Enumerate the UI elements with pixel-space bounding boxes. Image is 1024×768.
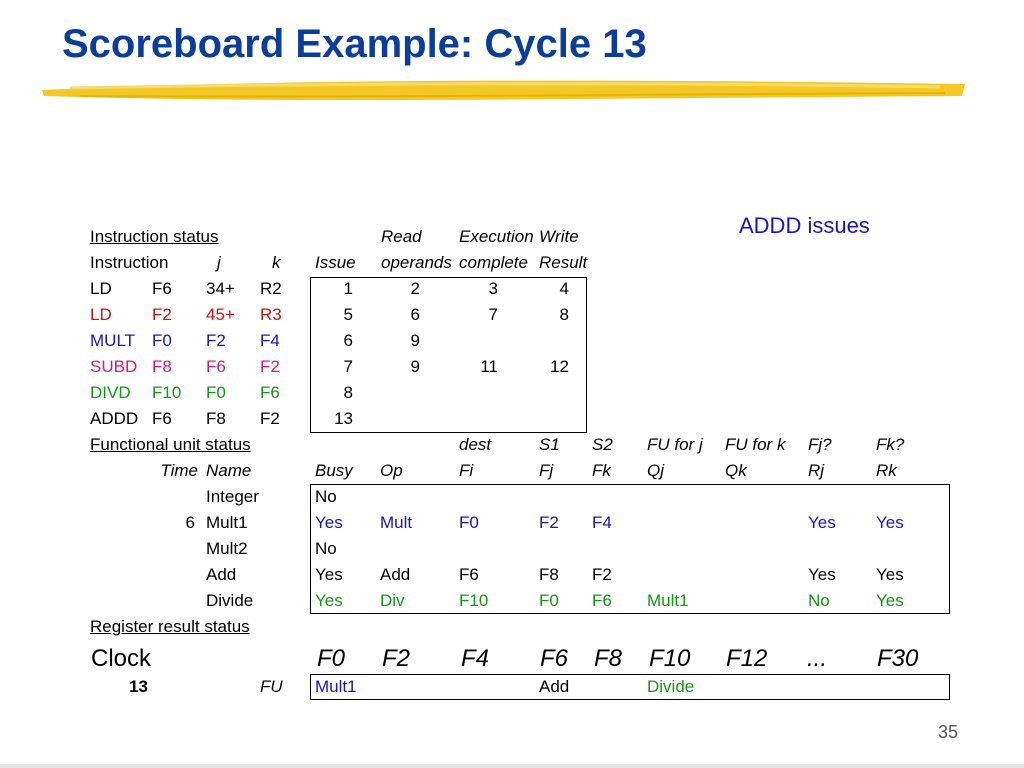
register-result-status-label: Register result status	[90, 617, 250, 636]
fu-fj: F2	[539, 513, 559, 532]
instr-k: R3	[260, 305, 282, 324]
register-header: F30	[877, 645, 919, 672]
register-fu-value: Add	[539, 677, 570, 696]
register-header: F8	[594, 645, 623, 672]
instr-j: F8	[206, 409, 226, 428]
fu-busy: Yes	[315, 565, 343, 584]
register-result-box	[310, 674, 950, 700]
header-result: Result	[539, 253, 588, 272]
fu-fk: F6	[592, 591, 612, 610]
instr-exec: 11	[480, 357, 498, 376]
instr-k: R2	[260, 279, 282, 298]
fu-fk: F4	[592, 513, 612, 532]
fu-header-fuk: FU for k	[725, 435, 786, 454]
fu-header-qk: Qk	[725, 461, 747, 480]
register-fu-value: Mult1	[315, 677, 357, 696]
header-k: k	[272, 253, 281, 272]
instruction-status-box	[310, 277, 587, 433]
register-header: F2	[382, 645, 411, 672]
fu-fi: F0	[459, 513, 479, 532]
annotation-note: ADDD issues	[739, 213, 870, 238]
header-instruction: Instruction	[90, 253, 169, 272]
instr-exec: 7	[488, 305, 498, 324]
fu-fj: F0	[539, 591, 559, 610]
fu-header-dest: dest	[459, 435, 492, 454]
fu-name: Divide	[206, 591, 254, 610]
instr-op: ADDD	[90, 409, 139, 428]
register-header: F10	[649, 645, 691, 672]
fu-name: Mult1	[206, 513, 248, 532]
instr-write: 4	[559, 279, 569, 298]
instr-issue: 6	[343, 331, 353, 350]
register-header: F12	[726, 645, 768, 672]
fu-name: Mult2	[206, 539, 248, 558]
title-underline-swash	[40, 74, 970, 108]
footer-rule	[0, 764, 1024, 768]
instr-dest: F2	[152, 305, 172, 324]
fu-fk: F2	[592, 565, 612, 584]
fu-busy: No	[315, 487, 337, 506]
functional-unit-status-label: Functional unit status	[90, 435, 251, 454]
fu-header-rj: Rj	[808, 461, 825, 480]
fu-row-label: FU	[260, 677, 283, 696]
register-header: F4	[461, 645, 490, 672]
fu-rk: Yes	[876, 591, 904, 610]
register-header: ...	[807, 645, 828, 672]
instruction-status-label: Instruction status	[90, 227, 219, 246]
fu-rk: Yes	[876, 513, 904, 532]
instr-k: F6	[260, 383, 280, 402]
instr-j: F6	[206, 357, 226, 376]
instr-read: 2	[410, 279, 420, 298]
fu-name: Integer	[206, 487, 259, 506]
instr-issue: 7	[343, 357, 353, 376]
instr-issue: 13	[334, 409, 353, 428]
fu-header-fjq: Fj?	[808, 435, 832, 454]
fu-busy: No	[315, 539, 337, 558]
fu-rj: Yes	[808, 513, 836, 532]
fu-fi: F10	[459, 591, 489, 610]
fu-time: 6	[185, 513, 195, 532]
header-issue: Issue	[315, 253, 356, 272]
fu-header-s1: S1	[539, 435, 560, 454]
fu-header-fkq: Fk?	[876, 435, 905, 454]
clock-value: 13	[129, 677, 148, 696]
clock-label: Clock	[91, 645, 152, 672]
fu-header-fj: Fj	[539, 461, 554, 480]
register-fu-value: Divide	[647, 677, 695, 696]
fu-header-rk: Rk	[876, 461, 897, 480]
fu-rk: Yes	[876, 565, 904, 584]
instr-op: LD	[90, 305, 112, 324]
fu-fj: F8	[539, 565, 559, 584]
fu-header-fi: Fi	[459, 461, 474, 480]
instr-dest: F6	[152, 409, 172, 428]
instr-dest: F0	[152, 331, 172, 350]
instr-write: 12	[550, 357, 569, 376]
instr-read: 6	[410, 305, 420, 324]
instr-op: MULT	[90, 331, 136, 350]
fu-fi: F6	[459, 565, 479, 584]
fu-rj: Yes	[808, 565, 836, 584]
header-write: Write	[539, 227, 579, 246]
instr-k: F4	[260, 331, 280, 350]
instr-j: 45+	[206, 305, 235, 324]
instr-dest: F6	[152, 279, 172, 298]
fu-name: Add	[206, 565, 237, 584]
instr-exec: 3	[488, 279, 498, 298]
fu-header-busy: Busy	[315, 461, 353, 480]
instr-write: 8	[559, 305, 569, 324]
instr-j: 34+	[206, 279, 235, 298]
instr-op: LD	[90, 279, 112, 298]
instr-read: 9	[410, 357, 420, 376]
fu-busy: Yes	[315, 513, 343, 532]
fu-op: Div	[380, 591, 405, 610]
header-read: Read	[381, 227, 422, 246]
register-header: F0	[317, 645, 346, 672]
fu-header-time: Time	[160, 461, 198, 480]
instr-op: SUBD	[90, 357, 138, 376]
instr-j: F2	[206, 331, 226, 350]
header-operands: operands	[381, 253, 452, 272]
fu-rj: No	[808, 591, 830, 610]
fu-header-name: Name	[206, 461, 252, 480]
fu-op: Add	[380, 565, 411, 584]
slide-title: Scoreboard Example: Cycle 13	[62, 22, 647, 66]
instr-k: F2	[260, 409, 280, 428]
fu-busy: Yes	[315, 591, 343, 610]
fu-op: Mult	[380, 513, 413, 532]
instr-op: DIVD	[90, 383, 131, 402]
instr-dest: F8	[152, 357, 172, 376]
header-complete: complete	[459, 253, 528, 272]
fu-header-fuj: FU for j	[647, 435, 703, 454]
instr-read: 9	[410, 331, 420, 350]
header-execution: Execution	[459, 227, 534, 246]
fu-header-op: Op	[380, 461, 403, 480]
fu-header-s2: S2	[592, 435, 613, 454]
fu-header-fk: Fk	[592, 461, 611, 480]
functional-unit-status-box	[310, 484, 950, 614]
register-header: F6	[540, 645, 569, 672]
instr-k: F2	[260, 357, 280, 376]
instr-dest: F10	[152, 383, 182, 402]
fu-qj: Mult1	[647, 591, 689, 610]
page-number: 35	[937, 722, 958, 742]
header-j: j	[217, 253, 221, 272]
instr-issue: 5	[343, 305, 353, 324]
instr-j: F0	[206, 383, 226, 402]
instr-issue: 1	[343, 279, 353, 298]
fu-header-qj: Qj	[647, 461, 664, 480]
instr-issue: 8	[343, 383, 353, 402]
